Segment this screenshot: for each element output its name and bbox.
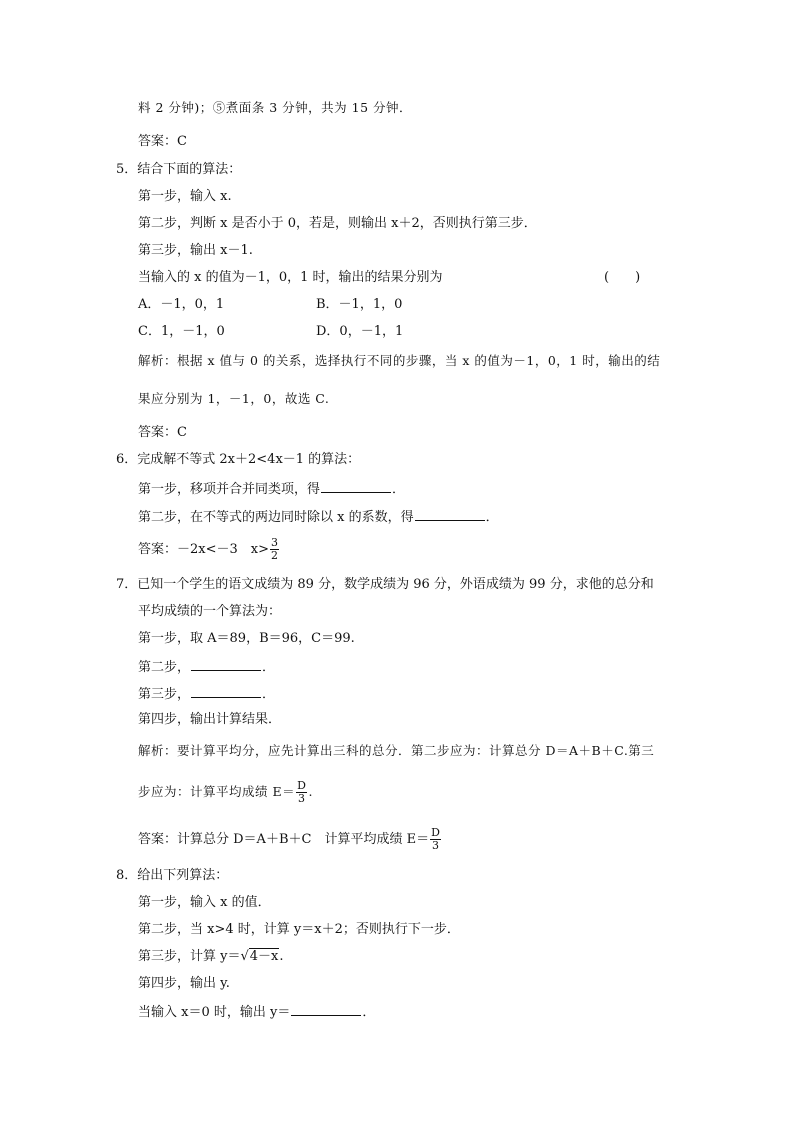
sqrt-symbol: √: [240, 949, 249, 964]
q5-analysis-line1: 解析：根据 x 值与 0 的关系，选择执行不同的步骤，当 x 的值为－1，0，1 时，输出的结: [138, 353, 661, 368]
q7-answer: [138, 826, 442, 854]
sqrt-radicand: 4－x: [249, 949, 279, 964]
fraction-denominator: 2: [271, 549, 278, 562]
q7-step4: 第四步，输出计算结果．: [138, 712, 282, 727]
q5-step1: 第一步，输入 x.: [138, 189, 232, 204]
q8-step4: 第四步，输出 y.: [138, 976, 230, 991]
fraction-numerator: D: [431, 826, 440, 839]
q5-option-c: C．1，－1，0: [138, 324, 225, 339]
q7-analysis-text: 步应为：计算平均成绩 E＝: [138, 784, 296, 799]
q8-step2: 第二步，当 x>4 时，计算 y＝x＋2；否则执行下一步．: [138, 922, 460, 937]
q7-title: 7．已知一个学生的语文成绩为 89 分，数学成绩为 96 分，外语成绩为 99 分，求他的总分和: [116, 577, 654, 592]
fill-blank: [291, 1003, 361, 1016]
q5-option-d: D．0，－1，1: [316, 324, 404, 339]
q5-question: 当输入的 x 的值为－1，0，1 时，输出的结果分别为: [138, 270, 443, 285]
q8-question-text: 当输入 x＝0 时，输出 y＝: [138, 1005, 291, 1020]
q7-title-cont: 平均成绩的一个算法为：: [138, 604, 282, 619]
q8-step1: 第一步，输入 x 的值．: [138, 895, 271, 910]
fraction: [270, 537, 279, 562]
q6-step1-text: 第一步，移项并合并同类项，得: [138, 482, 321, 497]
q6-answer-text: 答案：－2x<－3 x>: [138, 542, 269, 557]
fill-blank: [321, 480, 391, 493]
q8-title: 8．给出下列算法：: [116, 868, 229, 883]
q7-step3-text: 第三步，: [138, 687, 191, 702]
continuation-line: 料 2 分钟)；⑤煮面条 3 分钟，共为 15 分钟．: [138, 100, 413, 115]
fraction-denominator: 3: [298, 792, 306, 805]
q7-step2: 第二步， ．: [138, 660, 276, 675]
q7-analysis-line1: 解析：要计算平均分，应先计算出三科的总分．第二步应为：计算总分 D＝A＋B＋C.第三: [138, 743, 655, 758]
answer-text: 答案：C: [138, 134, 187, 149]
fraction: [296, 780, 307, 805]
q6-answer: [138, 536, 280, 564]
q7-step3: 第三步， ．: [138, 687, 276, 702]
q8-question: 当输入 x＝0 时，输出 y＝ ．: [138, 1005, 376, 1020]
q6-title: 6．完成解不等式 2x＋2<4x－1 的算法：: [116, 452, 361, 467]
fill-blank: [191, 685, 261, 698]
fraction: [430, 827, 441, 852]
q5-analysis-line2: 果应分别为 1，－1，0，故选 C.: [138, 391, 330, 406]
q7-step2-text: 第二步，: [138, 660, 191, 675]
q5-option-a: A．－1，0，1: [138, 297, 225, 312]
q5-step3: 第三步，输出 x－1.: [138, 243, 253, 258]
fill-blank: [191, 658, 261, 671]
q6-step2-text: 第二步，在不等式的两边同时除以 x 的系数，得: [138, 510, 414, 525]
q5-title: 5．结合下面的算法：: [116, 162, 242, 177]
q7-step1: 第一步，取 A＝89，B＝96，C＝99.: [138, 631, 355, 646]
q5-option-b: B．－1，1，0: [316, 297, 403, 312]
fraction-numerator: D: [297, 779, 307, 792]
q7-answer-text: 答案：计算总分 D＝A＋B＋C 计算平均成绩 E＝: [138, 832, 430, 847]
q7-analysis-line2: 步应为：计算平均成绩 E＝ $\frac{D}{3}$ .: [138, 779, 313, 805]
q6-step1: 第一步，移项并合并同类项，得 ．: [138, 482, 406, 497]
fraction-denominator: 3: [431, 839, 439, 852]
q6-step2: 第二步，在不等式的两边同时除以 x 的系数，得 ．: [138, 510, 499, 525]
q5-answer: 答案：C: [138, 425, 187, 440]
q8-step3-text: 第三步，计算 y＝: [138, 949, 241, 964]
fraction-numerator: 3: [271, 536, 278, 549]
q8-step3: 第三步，计算 y＝√4－x.: [138, 949, 284, 964]
q5-step2: 第二步，判断 x 是否小于 0，若是，则输出 x＋2，否则执行第三步．: [138, 216, 537, 231]
fill-blank: [415, 508, 485, 521]
q5-answer-paren: ( ): [604, 270, 641, 285]
